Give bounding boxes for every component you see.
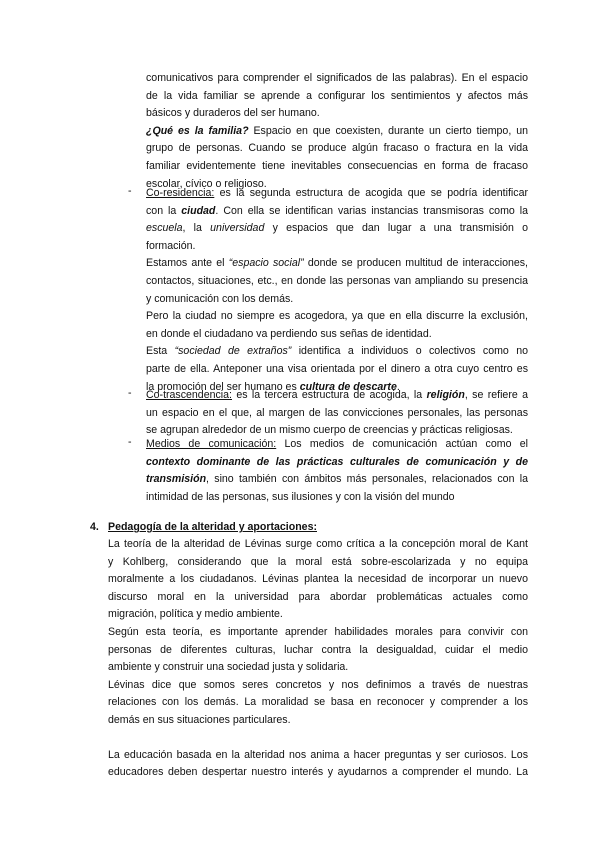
bullet-dash: - <box>128 436 132 448</box>
escuela-term: escuela <box>146 222 183 235</box>
text-line: Lévinas dice que somos seres concretos y nos definimos a través de nuestras <box>108 678 528 691</box>
text-line: básicos y duraderos del ser humano. <box>146 107 320 120</box>
text-span: es la segunda estructura de acogida que se podría identificar <box>214 187 528 199</box>
text-line: y comunicación con los demás. <box>146 292 294 305</box>
text-line: migración, política y medio ambiente. <box>108 608 283 621</box>
text-line: familiar evidentemente tiene inevitables consecuencias en forma de fracaso <box>146 159 528 172</box>
text-line: parte de ella. Anteponer una visa orientada por el dinero a otra cuyo centro es <box>146 362 528 375</box>
text-line: grupo de personas. Cuando se produce algún fracaso o fractura en la vida <box>146 142 528 155</box>
text-line <box>146 123 528 141</box>
text-line <box>146 255 528 273</box>
text-span: Esta <box>146 345 175 358</box>
text-line <box>146 185 528 203</box>
text-span: con la <box>146 204 182 217</box>
text-line: contexto dominante de las prácticas culturales de comunicación y de <box>146 455 528 468</box>
text-line: en donde el ciudadano va perdiendo sus señas de identidad. <box>146 327 432 340</box>
text-line <box>146 343 528 361</box>
text-span: Estamos ante el <box>146 257 229 270</box>
text-line: moralmente a los ciudadanos. Lévinas plantea la necesidad de incorporar un nuevo <box>108 573 528 586</box>
familia-question: ¿Qué es la familia? <box>146 124 249 137</box>
text-line: personas de diferentes culturas, luchar contra la desigualdad, cuidar el medio <box>108 643 528 656</box>
text-span: . <box>396 380 400 393</box>
paragraph <box>108 624 528 677</box>
text-span: identifica a individuos o colectivos como no <box>291 345 529 358</box>
text-line: comunicativos para comprender el significados de las palabras). En el espacio <box>146 72 528 84</box>
cotrascendencia-item <box>146 387 528 440</box>
text-line: discurso moral en la universidad para abordar problemáticas actuales como <box>108 590 528 603</box>
text-span: Los medios de comunicación actúan como el <box>276 438 528 450</box>
medios-title: Medios de comunicación: <box>146 438 277 450</box>
text-line: un espacio en el que, al margen de las convicciones personales, las personas <box>146 406 528 419</box>
text-line <box>146 220 528 238</box>
universidad-term: universidad <box>210 222 265 235</box>
text-line: relaciones con los demás. La moralidad se basa en reconocer y comprender a los <box>108 696 528 709</box>
text-line <box>146 203 528 221</box>
text-line: La educación basada en la alteridad nos anima a hacer preguntas y ser curiosos. Los <box>108 748 528 761</box>
paragraph <box>108 747 528 782</box>
text-line: demás en sus situaciones particulares. <box>108 713 291 726</box>
text-span: , la <box>182 222 211 235</box>
section-number: 4. <box>90 521 99 533</box>
text-span: donde se producen multitud de interacciones, <box>303 257 528 270</box>
cultura-descarte-term: cultura de descarte <box>299 380 397 393</box>
section-heading: Pedagogía de la alteridad y aportaciones: <box>108 521 317 533</box>
paragraph <box>108 536 528 624</box>
text-line <box>146 471 528 489</box>
espacio-social-term: “espacio social” <box>228 257 304 270</box>
bullet-dash: - <box>128 387 132 399</box>
text-line <box>146 436 528 454</box>
text-line: de la vida familiar se aprende a configurar los sentimientos y afectos más <box>146 89 528 102</box>
medios-item <box>146 436 528 506</box>
text-span: , se refiere a <box>464 389 528 401</box>
text-span: la promoción del ser humano es <box>146 380 300 393</box>
text-line <box>146 387 528 405</box>
paragraph <box>108 677 528 730</box>
religion-term: religión <box>426 389 465 401</box>
coresidencia-item <box>146 185 528 396</box>
text-line: La teoría de la alteridad de Lévinas surge como crítica a la concepción moral de Kant <box>108 538 528 550</box>
text-line: formación. <box>146 239 196 252</box>
text-line: ambiente y construir una sociedad justa y solidaria. <box>108 661 349 674</box>
bullet-dash: - <box>128 185 132 197</box>
text-span: es la tercera estructura de acogida, la <box>231 389 427 401</box>
text-line: se agrupan alrededor de un mismo cuerpo de creencias y prácticas religiosas. <box>146 424 513 437</box>
text-span: y espacios que dan lugar a una transmisión o <box>264 222 528 235</box>
text-line: Pero la ciudad no siempre es acogedora, ya que en ella discurre la exclusión, <box>146 310 528 323</box>
text-span: Espacio en que coexisten, durante un cierto tiempo, un <box>248 124 528 137</box>
text-line: y Kohlberg, considerando que la moral está sobre-escolarizada y no equipa <box>108 555 528 568</box>
text-line: escolar, cívico o religioso. <box>146 177 267 190</box>
ciudad-term: ciudad <box>181 204 216 217</box>
section4-body <box>108 536 528 782</box>
text-line: intimidad de las personas, sus ilusiones y con la visión del mundo <box>146 490 455 503</box>
text-span: . Con ella se identifican varias instancias transmisoras como la <box>215 204 528 217</box>
familia-paragraph <box>146 70 528 193</box>
blank-line <box>108 730 528 747</box>
sociedad-extranos-term: “sociedad de extraños” <box>174 345 292 358</box>
text-line: Según esta teoría, es importante aprender habilidades morales para convivir con <box>108 625 528 638</box>
text-line: educadores deben despertar nuestro interés y ayudarnos a comprender el mundo. La <box>108 766 528 779</box>
cotrascendencia-title: Co-trascendencia: <box>146 389 232 401</box>
text-line: contactos, situaciones, etc., en donde las personas van ampliando su presencia <box>146 274 528 287</box>
coresidencia-title: Co-residencia: <box>146 187 215 199</box>
text-span: , sino también con ámbitos más personales, relacionados con la <box>206 473 528 486</box>
transmision-term: transmisión <box>146 473 207 486</box>
